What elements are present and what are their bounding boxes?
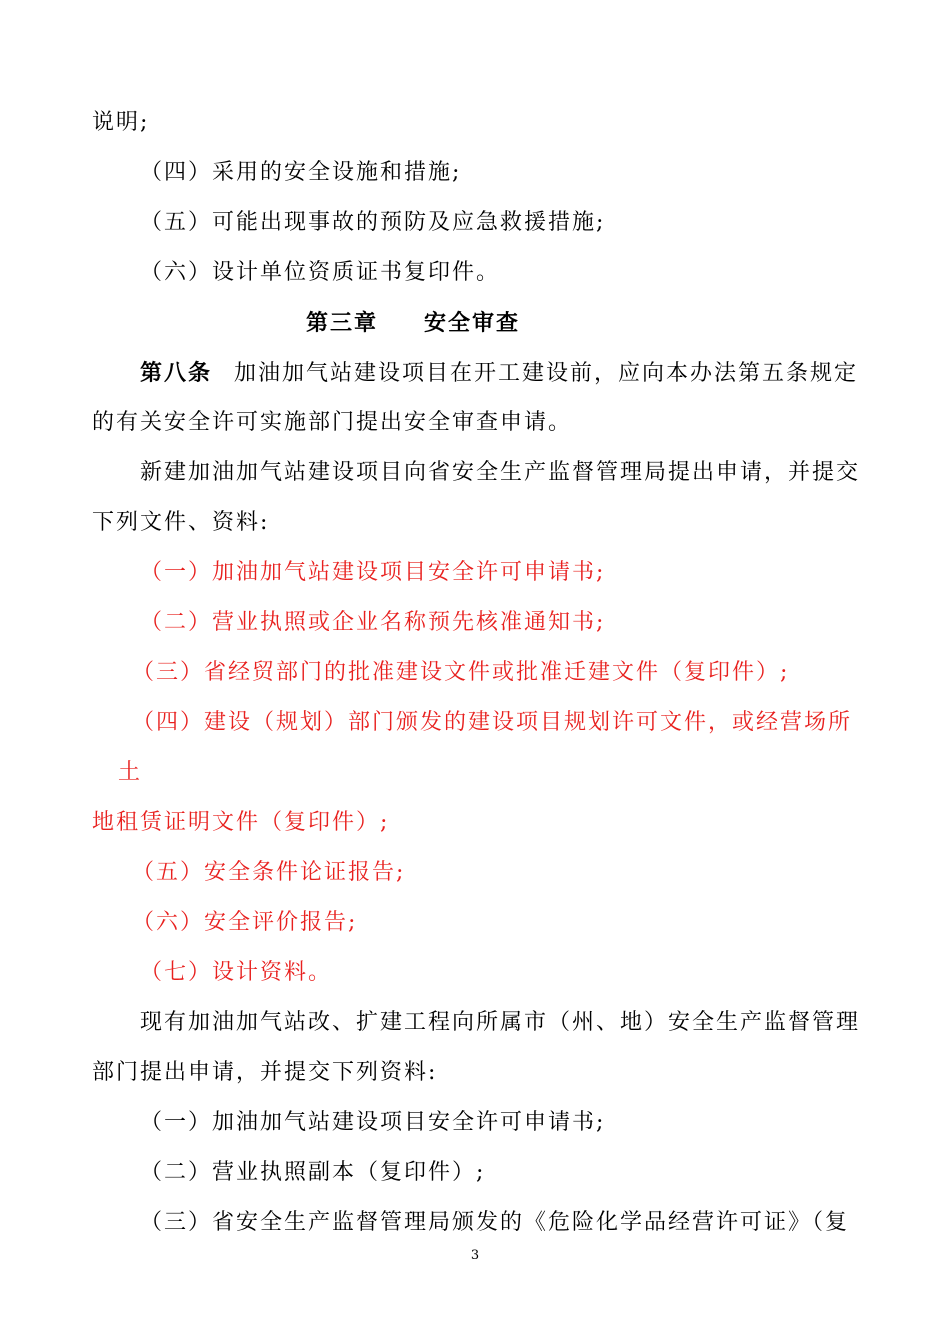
list-item-4: （四）采用的安全设施和措施; xyxy=(140,160,462,185)
red-list-item: 地租赁证明文件（复印件）; xyxy=(92,810,390,835)
existing-station-paragraph-line-2: 部门提出申请，并提交下列资料: xyxy=(92,1060,438,1085)
article-8-text: 加油加气站建设项目在开工建设前，应向本办法第五条规定 xyxy=(234,361,859,386)
red-list-item: （七）设计资料。 xyxy=(140,960,333,985)
new-station-paragraph-line-1: 新建加油加气站建设项目向省安全生产监督管理局提出申请，并提交 xyxy=(140,460,861,485)
existing-station-paragraph-line-1: 现有加油加气站改、扩建工程向所属市（州、地）安全生产监督管理 xyxy=(140,1010,861,1035)
page-number: 3 xyxy=(470,1248,480,1263)
article-8-line-1 xyxy=(140,358,858,389)
list-item-5: （五）可能出现事故的预防及应急救援措施; xyxy=(140,210,606,235)
red-list-item: （五）安全条件论证报告; xyxy=(132,860,406,885)
red-list-item: （六）安全评价报告; xyxy=(132,910,358,935)
red-list-item: （二）营业执照或企业名称预先核准通知书; xyxy=(140,610,606,635)
red-list-item: 土 xyxy=(118,760,143,785)
red-list-item: （一）加油加气站建设项目安全许可申请书; xyxy=(140,560,606,585)
article-label: 第八条 xyxy=(140,360,213,386)
list-item: （三）省安全生产监督管理局颁发的《危险化学品经营许可证》（复 xyxy=(140,1210,850,1235)
list-item-6: （六）设计单位资质证书复印件。 xyxy=(140,260,501,285)
chapter-title: 安全审查 xyxy=(424,310,521,336)
list-item: （二）营业执照副本（复印件）; xyxy=(140,1160,486,1185)
chapter-number: 第三章 xyxy=(306,310,379,336)
red-list-item: （三）省经贸部门的批准建设文件或批准迁建文件（复印件）; xyxy=(132,660,790,685)
text-line: 说明; xyxy=(92,110,150,135)
new-station-paragraph-line-2: 下列文件、资料: xyxy=(92,510,270,535)
list-item: （一）加油加气站建设项目安全许可申请书; xyxy=(140,1110,606,1135)
article-8-line-2: 的有关安全许可实施部门提出安全审查申请。 xyxy=(92,410,573,435)
red-list-item: （四）建设（规划）部门颁发的建设项目规划许可文件，或经营场所 xyxy=(132,710,853,735)
chapter-heading xyxy=(306,308,520,338)
